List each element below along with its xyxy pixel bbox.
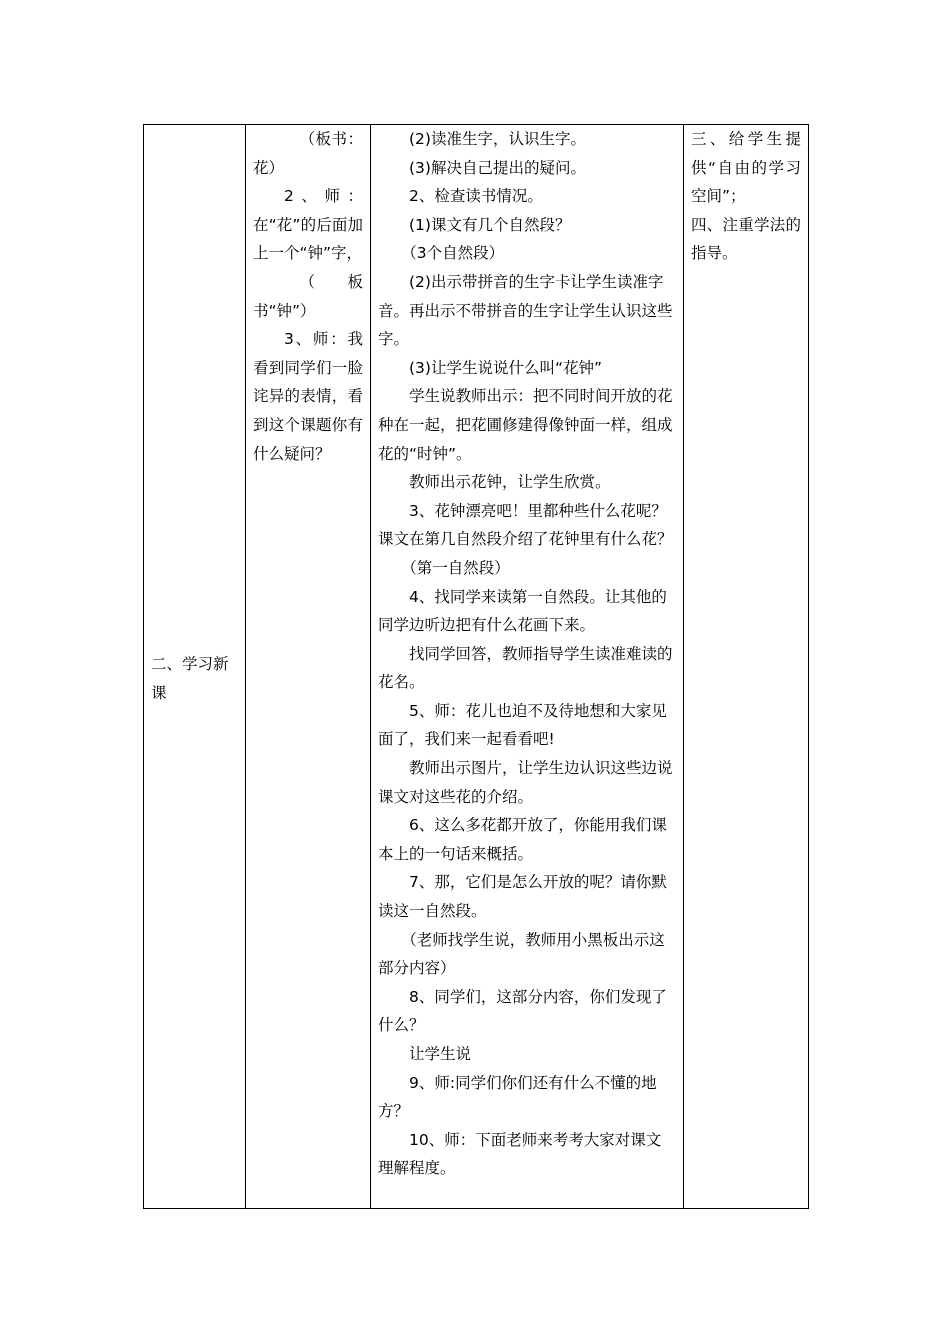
student-activity-line: 10、师：下面老师来考考大家对课文理解程度。 [378,1130,662,1178]
design-intent-line: 三、给学生提供“自由的学习空间”； [691,130,801,206]
lesson-step-row [144,125,809,1209]
student-activity-line: (3)解决自己提出的疑问。 [409,158,586,177]
design-intent-cell [684,125,809,1209]
student-activity-line: 找同学回答，教师指导学生读准难读的花名。 [378,644,673,692]
teacher-activity-line: 2、师：在“花”的后面加上一个“钟”字， [253,187,363,263]
design-intent-line: 四、注重学法的指导。 [691,215,801,263]
student-activity-line: (2)出示带拼音的生字卡让学生读准字音。再出示不带拼音的生字让学生认识这些字。 [378,272,673,349]
student-activity-line: (1)课文有几个自然段？ [409,215,571,234]
student-activity-cell [371,125,684,1209]
student-activity-line: 让学生说 [409,1045,472,1063]
student-activity-line: 3、花钟漂亮吧！里都种些什么花呢？课文在第几自然段介绍了花钟里有什么花？ [378,501,673,549]
teacher-activity-line: （板书：花） [253,130,363,177]
student-activity-line: (3)让学生说说什么叫“花钟” [409,358,603,377]
student-activity-line: 7、那，它们是怎么开放的呢？请你默读这一自然段。 [378,873,667,921]
student-activity-line: （3个自然段） [401,244,505,263]
teacher-activity-line: 3、师：我看到同学们一脸诧异的表情，看到这个课题你有什么疑问？ [253,330,363,463]
student-activity-line: 4、找同学来读第一自然段。让其他的同学边听边把有什么花画下来。 [378,587,667,635]
teacher-activity-cell [246,125,371,1209]
student-activity-line: （第一自然段） [401,558,510,577]
student-activity-line: 5、师：花儿也迫不及待地想和大家见面了，我们来一起看看吧! [378,701,667,749]
student-activity-line: 9、师:同学们你们还有什么不懂的地方？ [378,1073,657,1121]
student-activity-line: (2)读准生字，认识生字。 [409,130,586,148]
student-activity-line: 6、这么多花都开放了，你能用我们课本上的一句话来概括。 [378,816,667,863]
student-activity-line: 教师出示图片，让学生边认识这些边说课文对这些花的介绍。 [378,759,673,806]
student-activity-line: 2、检查读书情况。 [409,187,543,206]
student-activity-line: 教师出示花钟，让学生欣赏。 [409,473,611,492]
student-activity-line: 8、同学们，这部分内容，你们发现了什么？ [378,987,667,1035]
stage-label: 二、学习新课 [151,654,229,702]
lesson-plan-table [143,124,809,1209]
student-activity-line: （老师找学生说，教师用小黑板出示这部分内容） [378,930,665,978]
student-activity-line: 学生说教师出示：把不同时间开放的花种在一起，把花圃修建得像钟面一样，组成花的“时钟”。 [378,387,673,463]
stage-cell [144,125,246,1209]
teacher-activity-line: （板书“钟”） [253,272,363,320]
